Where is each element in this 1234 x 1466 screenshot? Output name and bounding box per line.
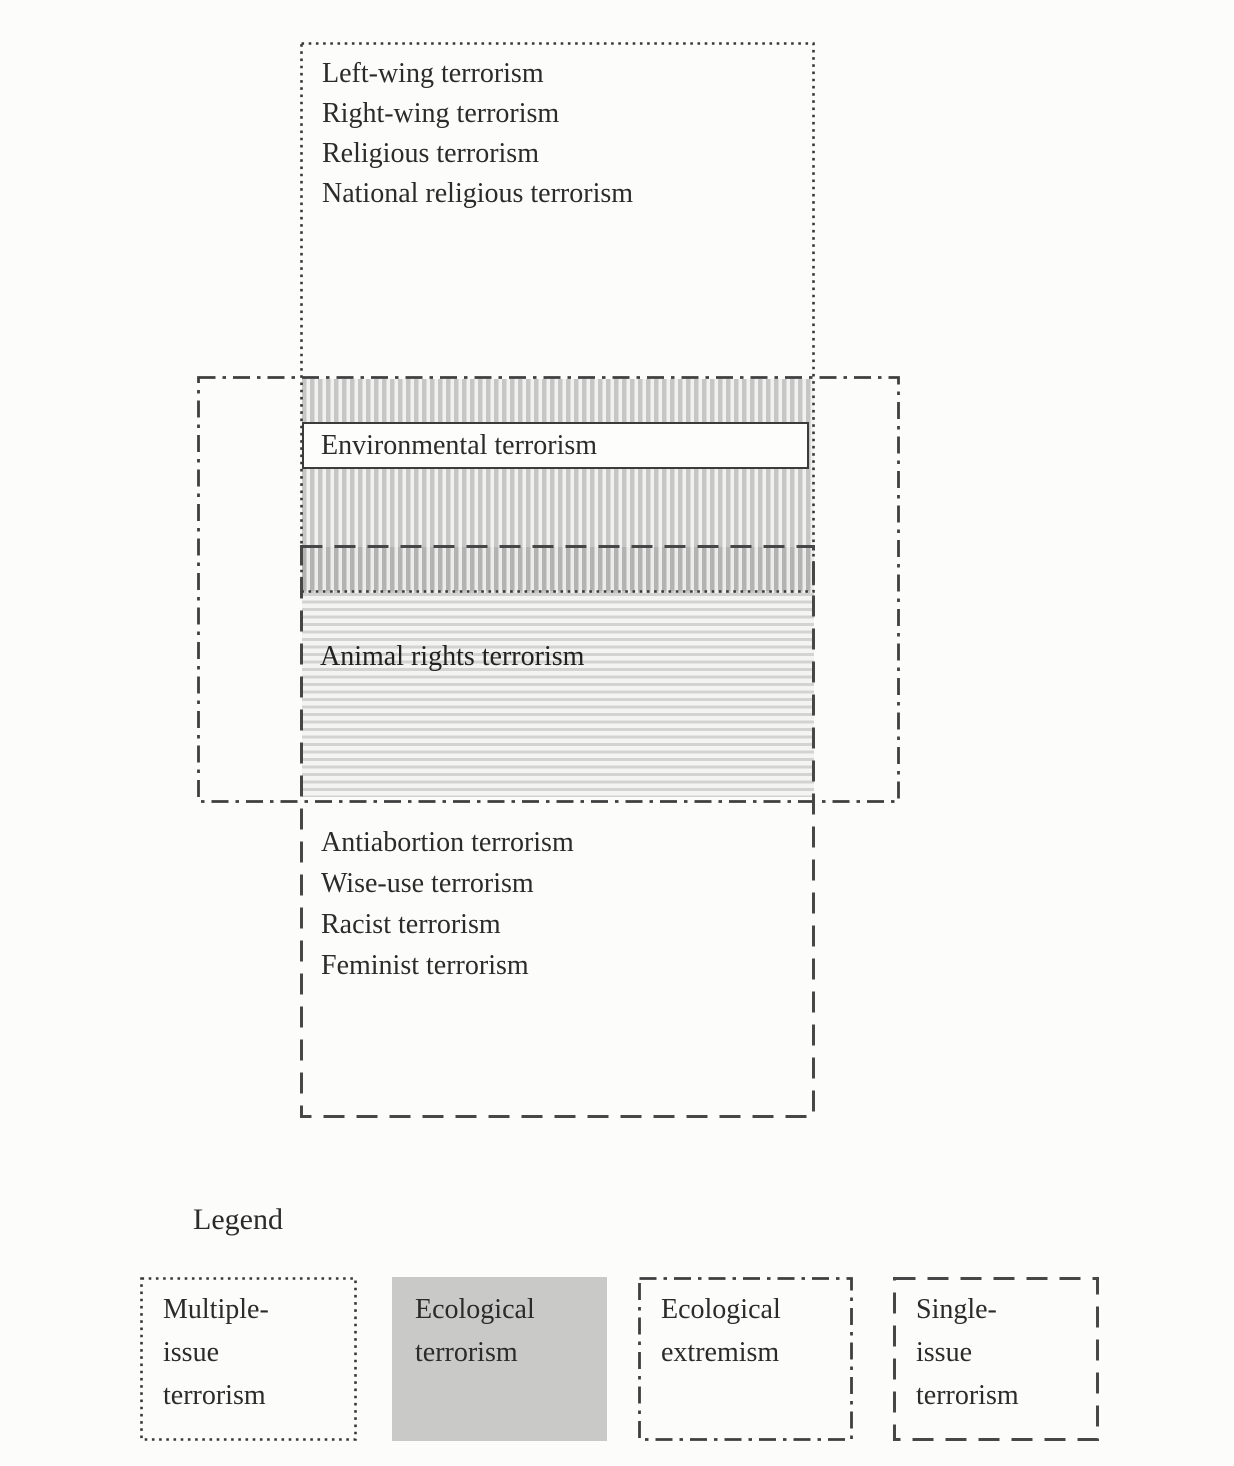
legend-item-ecological-extremism xyxy=(638,1277,853,1441)
list-item: Feminist terrorism xyxy=(321,950,529,981)
legend-label xyxy=(163,1288,269,1417)
legend-label-line: extremism xyxy=(661,1337,780,1368)
legend-label-line: terrorism xyxy=(163,1380,266,1411)
legend-item-multiple-issue xyxy=(140,1277,357,1441)
legend-label-line: terrorism xyxy=(916,1380,1019,1411)
list-item: National religious terrorism xyxy=(322,178,634,209)
list-item: Left-wing terrorism xyxy=(322,58,544,89)
list-item: Religious terrorism xyxy=(322,138,539,169)
legend-label-line: issue xyxy=(163,1337,219,1368)
legend-label-line: Single- xyxy=(916,1294,997,1325)
list-item: Right-wing terrorism xyxy=(322,98,560,129)
legend-label-line: issue xyxy=(916,1337,972,1368)
list-item: Wise-use terrorism xyxy=(321,868,534,899)
single-issue-list xyxy=(321,822,574,986)
legend-label xyxy=(916,1288,1019,1417)
multiple-issue-list xyxy=(322,54,633,214)
legend-label-line: Multiple- xyxy=(163,1294,269,1325)
animal-rights-terrorism-label xyxy=(320,641,584,673)
environmental-terrorism-text: Environmental terrorism xyxy=(321,430,598,461)
horizontal-stripes-animal-region xyxy=(302,593,814,797)
list-item: Racist terrorism xyxy=(321,909,501,940)
legend-label-line: terrorism xyxy=(415,1337,518,1368)
legend-label xyxy=(415,1288,535,1374)
legend-title: Legend xyxy=(193,1203,283,1236)
environmental-terrorism-label xyxy=(302,422,809,469)
animal-rights-terrorism-text: Animal rights terrorism xyxy=(320,641,585,672)
list-item: Antiabortion terrorism xyxy=(321,827,574,858)
legend-item-single-issue xyxy=(893,1277,1099,1441)
legend-item-ecological-terrorism xyxy=(392,1277,607,1441)
legend-label-line: Ecological xyxy=(415,1294,535,1325)
legend-label-line: Ecological xyxy=(661,1294,781,1325)
stripes-overlap-band xyxy=(302,547,814,591)
legend-label xyxy=(661,1288,781,1374)
